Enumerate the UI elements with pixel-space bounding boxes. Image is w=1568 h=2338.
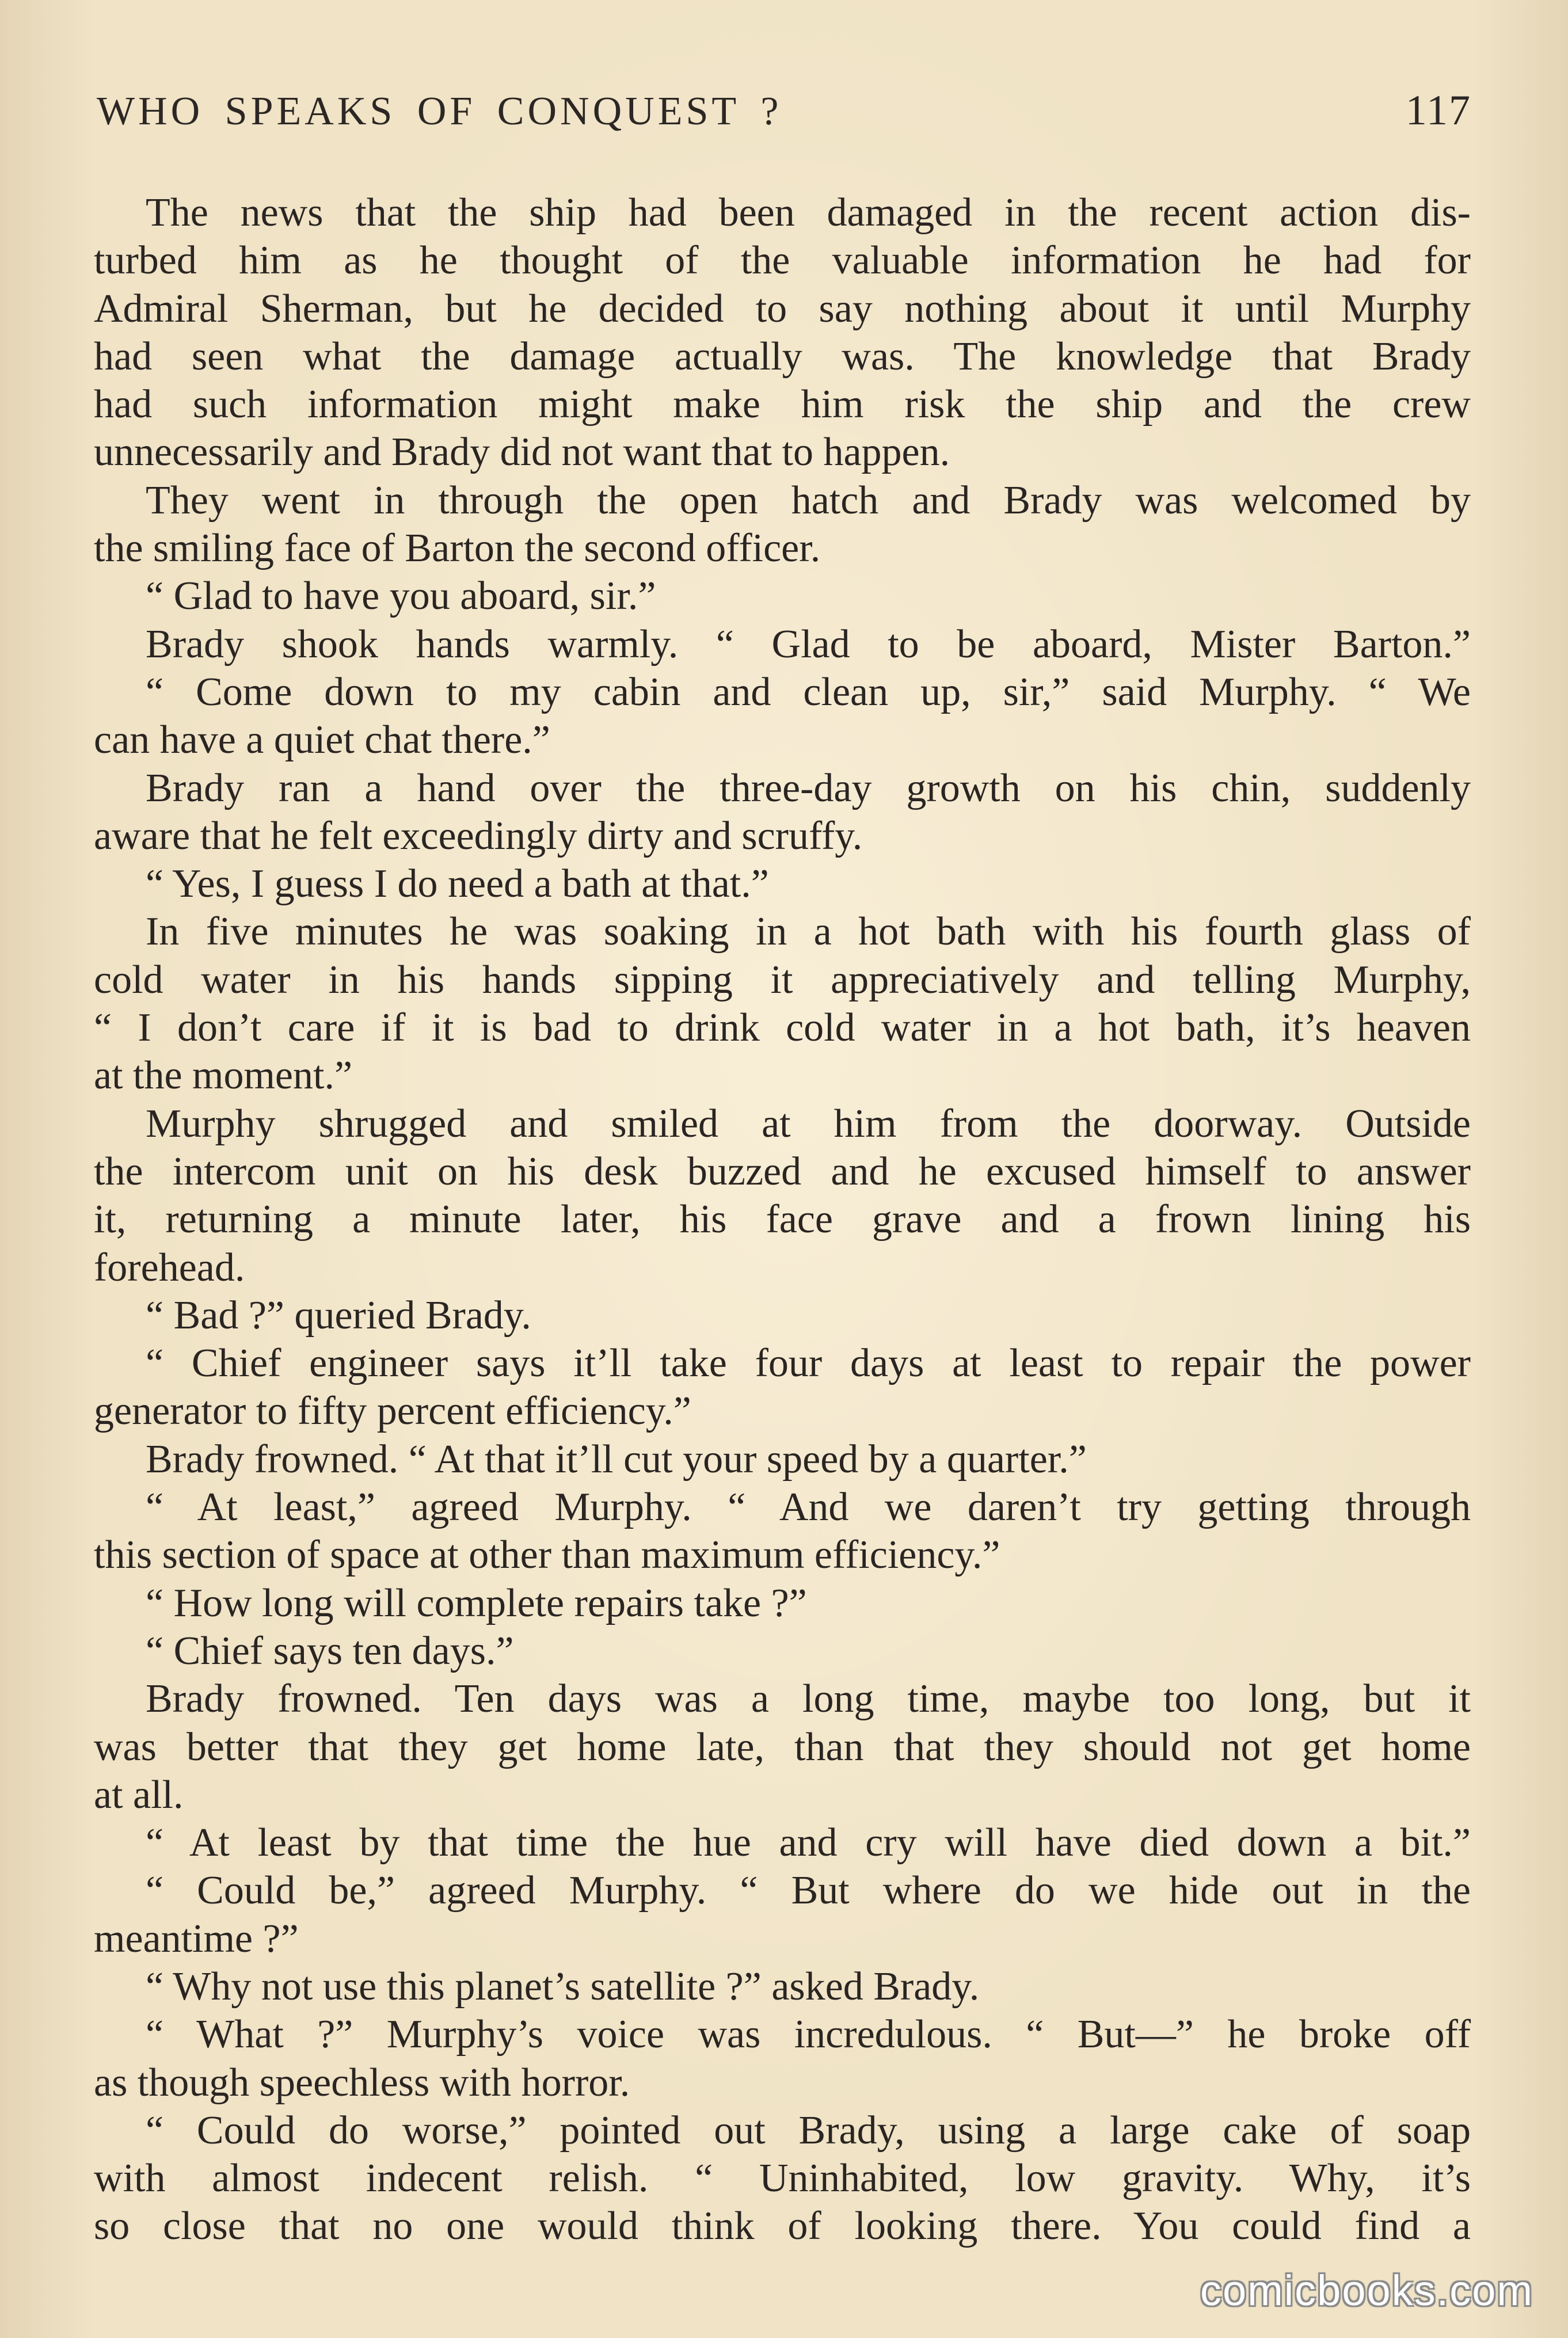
page-header xyxy=(97,86,1471,150)
text-line: cold water in his hands sipping it appreciatively and telling Murphy, xyxy=(94,957,1471,1002)
text-line: Admiral Sherman, but he decided to say nothing about it until Murphy xyxy=(94,286,1471,331)
text-line: They went in through the open hatch and Brady was welcomed by xyxy=(146,478,1471,523)
text-line: “ I don’t care if it is bad to drink cold water in a hot bath, it’s heaven xyxy=(94,1006,1471,1050)
text-line: Brady frowned. Ten days was a long time, maybe too long, but it xyxy=(146,1677,1471,1722)
text-line: Brady frowned. “ At that it’ll cut your speed by a quarter.” xyxy=(146,1437,1087,1482)
text-line: can have a quiet chat there.” xyxy=(94,718,550,763)
text-line: so close that no one would think of looking there. You could find a xyxy=(94,2204,1471,2249)
text-line: meantime ?” xyxy=(94,1916,299,1961)
text-line: “ What ?” Murphy’s voice was incredulous. “ But—” he broke off xyxy=(146,2012,1471,2057)
text-line: was better that they get home late, than that they should not get home xyxy=(94,1724,1471,1769)
page-number: 117 xyxy=(1405,87,1471,134)
text-line: “ Chief engineer says it’ll take four days at least to repair the power xyxy=(146,1341,1471,1386)
text-line: had such information might make him risk the ship and the crew xyxy=(94,382,1471,427)
text-line: “ Chief says ten days.” xyxy=(146,1628,514,1673)
text-line: at all. xyxy=(94,1772,184,1817)
text-line: unnecessarily and Brady did not want that to happen. xyxy=(94,430,950,475)
text-line: “ Why not use this planet’s satellite ?” asked Brady. xyxy=(146,1964,980,2009)
text-line: aware that he felt exceedingly dirty and scruffy. xyxy=(94,813,863,858)
text-line: the smiling face of Barton the second officer. xyxy=(94,526,821,571)
text-line: Brady shook hands warmly. “ Glad to be aboard, Mister Barton.” xyxy=(146,622,1471,667)
text-line: “ At least,” agreed Murphy. “ And we daren’t try getting through xyxy=(146,1485,1471,1530)
text-line: “ At least by that time the hue and cry will have died down a bit.” xyxy=(146,1821,1471,1865)
text-line: Brady ran a hand over the three-day growth on his chin, suddenly xyxy=(146,766,1471,810)
text-line: at the moment.” xyxy=(94,1053,353,1098)
text-line: forehead. xyxy=(94,1245,245,1290)
text-line: had seen what the damage actually was. The knowledge that Brady xyxy=(94,334,1471,379)
text-line: with almost indecent relish. “ Uninhabited, low gravity. Why, it’s xyxy=(94,2156,1471,2201)
text-line: Murphy shrugged and smiled at him from the doorway. Outside xyxy=(146,1101,1471,1146)
text-line: “ Come down to my cabin and clean up, sir,” said Murphy. “ We xyxy=(146,669,1471,714)
body-text xyxy=(94,189,1471,2251)
text-line: turbed him as he thought of the valuable information he had for xyxy=(94,238,1471,283)
text-line: In five minutes he was soaking in a hot bath with his fourth glass of xyxy=(146,909,1471,954)
text-line: “ Could do worse,” pointed out Brady, using a large cake of soap xyxy=(146,2108,1471,2153)
text-line: “ Yes, I guess I do need a bath at that.” xyxy=(146,862,769,907)
watermark-logo: comicbooks.com xyxy=(1200,2267,1533,2314)
text-line: “ How long will complete repairs take ?” xyxy=(146,1581,807,1625)
text-line: “ Glad to have you aboard, sir.” xyxy=(146,574,656,619)
text-line: it, returning a minute later, his face grave and a frown lining his xyxy=(94,1197,1471,1242)
text-line: the intercom unit on his desk buzzed and he excused himself to answer xyxy=(94,1149,1471,1194)
text-line: generator to fifty percent efficiency.” xyxy=(94,1389,691,1434)
text-line: “ Could be,” agreed Murphy. “ But where do we hide out in the xyxy=(146,1868,1471,1913)
text-line: as though speechless with horror. xyxy=(94,2060,630,2105)
running-head: WHO SPEAKS OF CONQUEST ? xyxy=(97,89,782,134)
text-line: this section of space at other than maximum efficiency.” xyxy=(94,1533,1000,1578)
text-line: “ Bad ?” queried Brady. xyxy=(146,1293,531,1338)
text-line: The news that the ship had been damaged in the recent action dis- xyxy=(146,191,1471,235)
